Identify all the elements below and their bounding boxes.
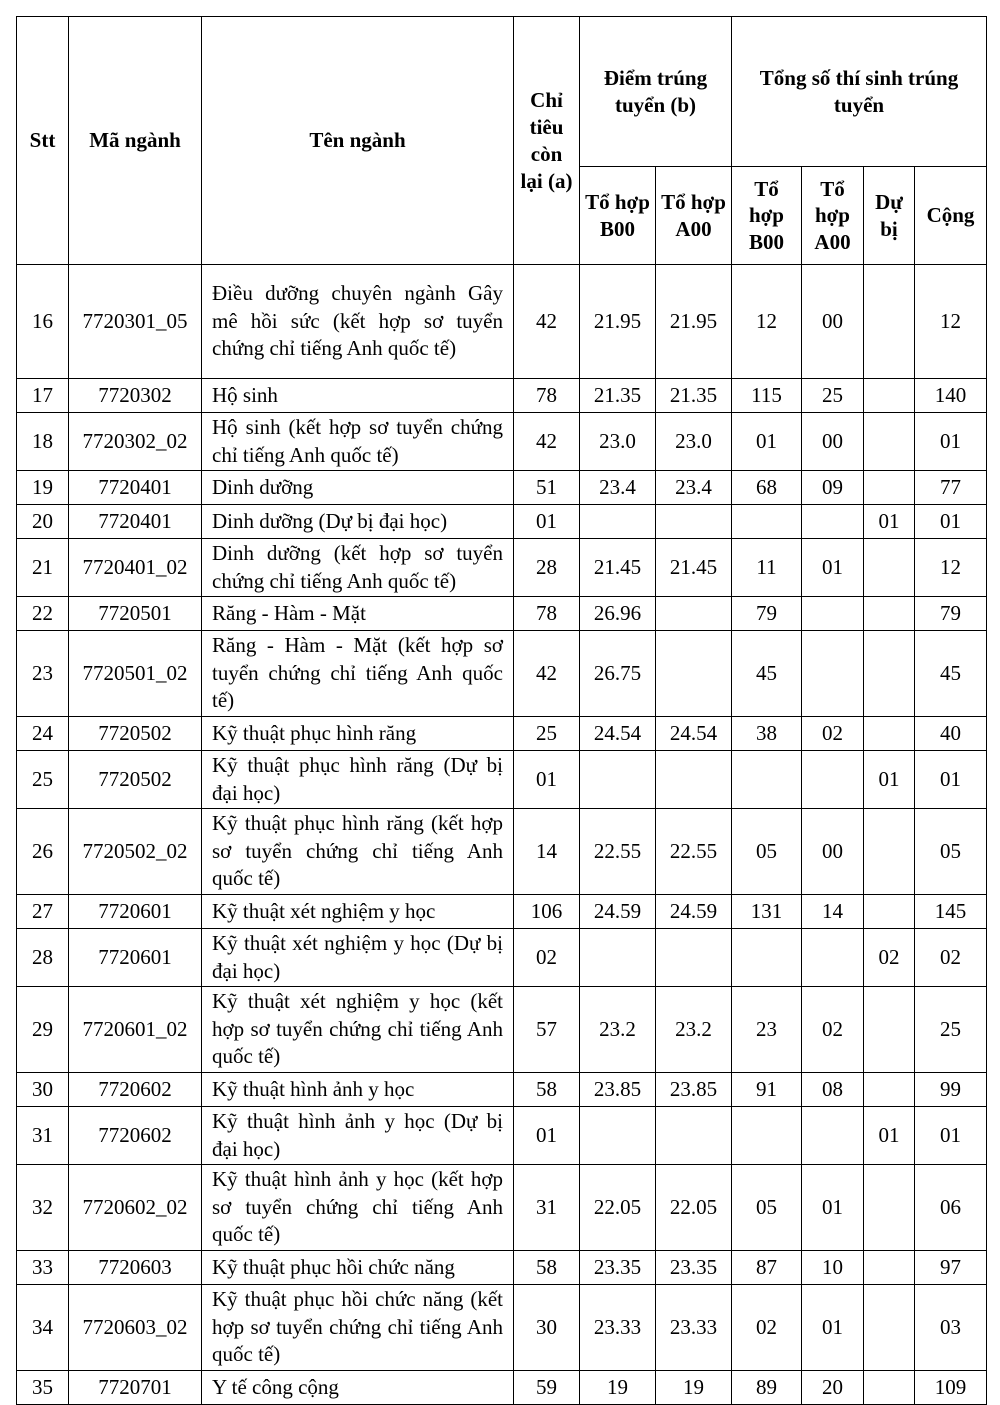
cell-cong: 40: [915, 717, 987, 751]
cell-ts-a00: 02: [802, 717, 864, 751]
header-ts-a00: Tổ hợp A00: [802, 167, 864, 265]
cell-du-bi: [864, 265, 915, 379]
header-ten-nganh: Tên ngành: [202, 17, 514, 265]
cell-ten-nganh: Kỹ thuật hình ảnh y học (Dự bị đại học): [202, 1107, 514, 1165]
cell-diem-b00: 21.95: [580, 265, 656, 379]
cell-ts-b00: 01: [732, 413, 802, 471]
cell-du-bi: [864, 1285, 915, 1371]
cell-stt: 19: [17, 471, 69, 505]
admission-scores-table: [16, 16, 987, 1405]
table-row: [17, 1285, 987, 1371]
table-row: [17, 413, 987, 471]
cell-chi-tieu: 57: [514, 987, 580, 1073]
cell-ten-nganh: Dinh dưỡng (kết hợp sơ tuyển chứng chỉ tiếng Anh quốc tế): [202, 539, 514, 597]
cell-ten-nganh: Hộ sinh (kết hợp sơ tuyển chứng chỉ tiếng Anh quốc tế): [202, 413, 514, 471]
cell-ma-nganh: 7720501: [69, 597, 202, 631]
cell-stt: 33: [17, 1251, 69, 1285]
cell-cong: 03: [915, 1285, 987, 1371]
cell-ma-nganh: 7720502_02: [69, 809, 202, 895]
cell-ts-a00: [802, 929, 864, 987]
cell-du-bi: 01: [864, 751, 915, 809]
cell-chi-tieu: 42: [514, 631, 580, 717]
cell-chi-tieu: 51: [514, 471, 580, 505]
cell-du-bi: [864, 539, 915, 597]
cell-ts-a00: 20: [802, 1371, 864, 1405]
cell-stt: 34: [17, 1285, 69, 1371]
cell-chi-tieu: 28: [514, 539, 580, 597]
cell-ma-nganh: 7720603_02: [69, 1285, 202, 1371]
cell-ts-b00: 68: [732, 471, 802, 505]
header-diem-trung-tuyen: Điểm trúng tuyển (b): [580, 17, 732, 167]
header-tong-so-thi-sinh: Tổng số thí sinh trúng tuyển: [732, 17, 987, 167]
cell-ts-a00: [802, 631, 864, 717]
cell-stt: 24: [17, 717, 69, 751]
cell-ts-b00: [732, 1107, 802, 1165]
cell-cong: 01: [915, 413, 987, 471]
cell-ten-nganh: Kỹ thuật phục hình răng (Dự bị đại học): [202, 751, 514, 809]
cell-cong: 45: [915, 631, 987, 717]
cell-diem-a00: [656, 631, 732, 717]
cell-stt: 23: [17, 631, 69, 717]
cell-ts-a00: 25: [802, 379, 864, 413]
cell-ts-b00: 87: [732, 1251, 802, 1285]
cell-diem-a00: [656, 1107, 732, 1165]
cell-du-bi: 01: [864, 505, 915, 539]
cell-ten-nganh: Răng - Hàm - Mặt: [202, 597, 514, 631]
cell-stt: 28: [17, 929, 69, 987]
cell-ts-b00: 02: [732, 1285, 802, 1371]
cell-cong: 01: [915, 505, 987, 539]
cell-ma-nganh: 7720701: [69, 1371, 202, 1405]
table-row: [17, 265, 987, 379]
cell-diem-a00: 22.05: [656, 1165, 732, 1251]
cell-diem-b00: 26.75: [580, 631, 656, 717]
cell-chi-tieu: 58: [514, 1073, 580, 1107]
cell-chi-tieu: 25: [514, 717, 580, 751]
cell-diem-b00: 24.59: [580, 895, 656, 929]
cell-ten-nganh: Răng - Hàm - Mặt (kết hợp sơ tuyển chứng chỉ tiếng Anh quốc tế): [202, 631, 514, 717]
cell-stt: 22: [17, 597, 69, 631]
cell-ts-a00: 00: [802, 265, 864, 379]
cell-stt: 25: [17, 751, 69, 809]
cell-du-bi: [864, 987, 915, 1073]
cell-chi-tieu: 01: [514, 751, 580, 809]
cell-ma-nganh: 7720603: [69, 1251, 202, 1285]
cell-diem-b00: 22.55: [580, 809, 656, 895]
cell-ts-a00: 01: [802, 1285, 864, 1371]
cell-stt: 17: [17, 379, 69, 413]
cell-stt: 21: [17, 539, 69, 597]
cell-chi-tieu: 14: [514, 809, 580, 895]
cell-ten-nganh: Kỹ thuật phục hình răng (kết hợp sơ tuyển chứng chỉ tiếng Anh quốc tế): [202, 809, 514, 895]
cell-ts-a00: 14: [802, 895, 864, 929]
cell-ma-nganh: 7720301_05: [69, 265, 202, 379]
cell-ts-b00: 79: [732, 597, 802, 631]
cell-ts-a00: [802, 751, 864, 809]
cell-cong: 02: [915, 929, 987, 987]
cell-ma-nganh: 7720502: [69, 717, 202, 751]
cell-diem-b00: 23.4: [580, 471, 656, 505]
cell-ten-nganh: Dinh dưỡng: [202, 471, 514, 505]
cell-ma-nganh: 7720302: [69, 379, 202, 413]
cell-ts-b00: [732, 929, 802, 987]
cell-ts-a00: [802, 1107, 864, 1165]
cell-ts-b00: [732, 751, 802, 809]
cell-ma-nganh: 7720602: [69, 1073, 202, 1107]
header-stt: Stt: [17, 17, 69, 265]
cell-diem-b00: 19: [580, 1371, 656, 1405]
header-ma-nganh: Mã ngành: [69, 17, 202, 265]
cell-chi-tieu: 42: [514, 413, 580, 471]
cell-chi-tieu: 02: [514, 929, 580, 987]
cell-du-bi: [864, 413, 915, 471]
cell-chi-tieu: 58: [514, 1251, 580, 1285]
cell-du-bi: [864, 1251, 915, 1285]
cell-cong: 12: [915, 265, 987, 379]
cell-cong: 99: [915, 1073, 987, 1107]
cell-diem-a00: 23.2: [656, 987, 732, 1073]
cell-diem-b00: 24.54: [580, 717, 656, 751]
table-row: [17, 505, 987, 539]
cell-ten-nganh: Kỹ thuật hình ảnh y học (kết hợp sơ tuyển chứng chỉ tiếng Anh quốc tế): [202, 1165, 514, 1251]
cell-cong: 25: [915, 987, 987, 1073]
cell-diem-a00: 19: [656, 1371, 732, 1405]
cell-ts-b00: 11: [732, 539, 802, 597]
cell-cong: 140: [915, 379, 987, 413]
cell-ts-a00: [802, 505, 864, 539]
cell-cong: 05: [915, 809, 987, 895]
cell-stt: 20: [17, 505, 69, 539]
cell-du-bi: [864, 1073, 915, 1107]
table-row: [17, 1107, 987, 1165]
cell-chi-tieu: 31: [514, 1165, 580, 1251]
cell-stt: 29: [17, 987, 69, 1073]
cell-diem-b00: 22.05: [580, 1165, 656, 1251]
table-row: [17, 539, 987, 597]
cell-cong: 145: [915, 895, 987, 929]
cell-cong: 79: [915, 597, 987, 631]
cell-ten-nganh: Kỹ thuật hình ảnh y học: [202, 1073, 514, 1107]
cell-cong: 77: [915, 471, 987, 505]
cell-diem-b00: 23.85: [580, 1073, 656, 1107]
cell-ts-a00: 10: [802, 1251, 864, 1285]
table-row: [17, 631, 987, 717]
cell-cong: 12: [915, 539, 987, 597]
cell-diem-a00: 21.35: [656, 379, 732, 413]
cell-du-bi: 01: [864, 1107, 915, 1165]
cell-diem-a00: 24.59: [656, 895, 732, 929]
header-diem-b00: Tổ hợp B00: [580, 167, 656, 265]
header-cong: Cộng: [915, 167, 987, 265]
cell-ten-nganh: Kỹ thuật phục hồi chức năng (kết hợp sơ tuyển chứng chỉ tiếng Anh quốc tế): [202, 1285, 514, 1371]
cell-ts-b00: 12: [732, 265, 802, 379]
cell-cong: 06: [915, 1165, 987, 1251]
table-row: [17, 1251, 987, 1285]
cell-diem-b00: 23.33: [580, 1285, 656, 1371]
cell-ten-nganh: Kỹ thuật xét nghiệm y học: [202, 895, 514, 929]
cell-chi-tieu: 106: [514, 895, 580, 929]
cell-ts-b00: 05: [732, 809, 802, 895]
cell-ma-nganh: 7720602_02: [69, 1165, 202, 1251]
cell-stt: 35: [17, 1371, 69, 1405]
cell-cong: 97: [915, 1251, 987, 1285]
cell-ma-nganh: 7720601: [69, 895, 202, 929]
cell-chi-tieu: 30: [514, 1285, 580, 1371]
cell-diem-b00: 23.35: [580, 1251, 656, 1285]
cell-du-bi: [864, 597, 915, 631]
cell-diem-b00: 26.96: [580, 597, 656, 631]
cell-chi-tieu: 01: [514, 1107, 580, 1165]
cell-ts-a00: 09: [802, 471, 864, 505]
cell-diem-a00: [656, 751, 732, 809]
cell-diem-a00: 22.55: [656, 809, 732, 895]
cell-ts-a00: 01: [802, 1165, 864, 1251]
cell-chi-tieu: 78: [514, 379, 580, 413]
table-row: [17, 717, 987, 751]
table-row: [17, 1165, 987, 1251]
cell-ten-nganh: Kỹ thuật phục hình răng: [202, 717, 514, 751]
cell-ts-a00: 08: [802, 1073, 864, 1107]
cell-ten-nganh: Kỹ thuật xét nghiệm y học (kết hợp sơ tuyển chứng chỉ tiếng Anh quốc tế): [202, 987, 514, 1073]
cell-diem-a00: 23.85: [656, 1073, 732, 1107]
cell-diem-b00: 21.35: [580, 379, 656, 413]
header-du-bi: Dự bị: [864, 167, 915, 265]
cell-ts-b00: 05: [732, 1165, 802, 1251]
cell-diem-b00: 23.0: [580, 413, 656, 471]
cell-ts-b00: 91: [732, 1073, 802, 1107]
cell-ts-a00: 02: [802, 987, 864, 1073]
cell-diem-b00: 23.2: [580, 987, 656, 1073]
cell-stt: 27: [17, 895, 69, 929]
cell-ts-b00: [732, 505, 802, 539]
cell-chi-tieu: 42: [514, 265, 580, 379]
cell-diem-a00: 23.33: [656, 1285, 732, 1371]
cell-ts-b00: 23: [732, 987, 802, 1073]
cell-ma-nganh: 7720401: [69, 505, 202, 539]
cell-stt: 18: [17, 413, 69, 471]
table-row: [17, 809, 987, 895]
cell-du-bi: [864, 379, 915, 413]
header-ts-b00: Tổ hợp B00: [732, 167, 802, 265]
table-row: [17, 379, 987, 413]
cell-ts-a00: 00: [802, 809, 864, 895]
cell-diem-b00: [580, 1107, 656, 1165]
cell-ma-nganh: 7720302_02: [69, 413, 202, 471]
cell-ma-nganh: 7720401_02: [69, 539, 202, 597]
header-diem-a00: Tổ hợp A00: [656, 167, 732, 265]
cell-ts-a00: 01: [802, 539, 864, 597]
cell-cong: 109: [915, 1371, 987, 1405]
cell-du-bi: [864, 895, 915, 929]
cell-diem-b00: [580, 505, 656, 539]
cell-ten-nganh: Y tế công cộng: [202, 1371, 514, 1405]
cell-cong: 01: [915, 1107, 987, 1165]
cell-ts-b00: 89: [732, 1371, 802, 1405]
cell-ma-nganh: 7720601: [69, 929, 202, 987]
cell-stt: 30: [17, 1073, 69, 1107]
cell-stt: 26: [17, 809, 69, 895]
table-row: [17, 929, 987, 987]
cell-du-bi: [864, 471, 915, 505]
cell-ma-nganh: 7720502: [69, 751, 202, 809]
cell-du-bi: [864, 631, 915, 717]
cell-ma-nganh: 7720602: [69, 1107, 202, 1165]
cell-cong: 01: [915, 751, 987, 809]
cell-ten-nganh: Kỹ thuật xét nghiệm y học (Dự bị đại học): [202, 929, 514, 987]
header-chi-tieu: Chỉ tiêu còn lại (a): [514, 17, 580, 265]
cell-stt: 16: [17, 265, 69, 379]
cell-ten-nganh: Hộ sinh: [202, 379, 514, 413]
cell-chi-tieu: 01: [514, 505, 580, 539]
cell-ts-b00: 38: [732, 717, 802, 751]
cell-ten-nganh: Điều dưỡng chuyên ngành Gây mê hồi sức (kết hợp sơ tuyển chứng chỉ tiếng Anh quốc tế): [202, 265, 514, 379]
cell-diem-a00: [656, 929, 732, 987]
cell-ten-nganh: Dinh dưỡng (Dự bị đại học): [202, 505, 514, 539]
table-row: [17, 751, 987, 809]
cell-diem-b00: 21.45: [580, 539, 656, 597]
cell-ma-nganh: 7720601_02: [69, 987, 202, 1073]
table-row: [17, 987, 987, 1073]
cell-ts-b00: 45: [732, 631, 802, 717]
table-row: [17, 1073, 987, 1107]
cell-du-bi: [864, 1371, 915, 1405]
cell-ts-b00: 131: [732, 895, 802, 929]
cell-ten-nganh: Kỹ thuật phục hồi chức năng: [202, 1251, 514, 1285]
cell-du-bi: [864, 1165, 915, 1251]
cell-ts-b00: 115: [732, 379, 802, 413]
cell-stt: 32: [17, 1165, 69, 1251]
cell-diem-a00: 21.95: [656, 265, 732, 379]
cell-du-bi: [864, 717, 915, 751]
cell-chi-tieu: 78: [514, 597, 580, 631]
cell-ts-a00: 00: [802, 413, 864, 471]
cell-ts-a00: [802, 597, 864, 631]
table-row: [17, 895, 987, 929]
cell-du-bi: [864, 809, 915, 895]
cell-diem-b00: [580, 751, 656, 809]
cell-diem-b00: [580, 929, 656, 987]
cell-ma-nganh: 7720501_02: [69, 631, 202, 717]
cell-diem-a00: 24.54: [656, 717, 732, 751]
table-row: [17, 471, 987, 505]
table-row: [17, 597, 987, 631]
table-row: [17, 1371, 987, 1405]
cell-ma-nganh: 7720401: [69, 471, 202, 505]
cell-diem-a00: 23.0: [656, 413, 732, 471]
cell-stt: 31: [17, 1107, 69, 1165]
cell-diem-a00: [656, 597, 732, 631]
cell-diem-a00: 23.35: [656, 1251, 732, 1285]
cell-diem-a00: 23.4: [656, 471, 732, 505]
cell-diem-a00: [656, 505, 732, 539]
cell-chi-tieu: 59: [514, 1371, 580, 1405]
cell-diem-a00: 21.45: [656, 539, 732, 597]
cell-du-bi: 02: [864, 929, 915, 987]
